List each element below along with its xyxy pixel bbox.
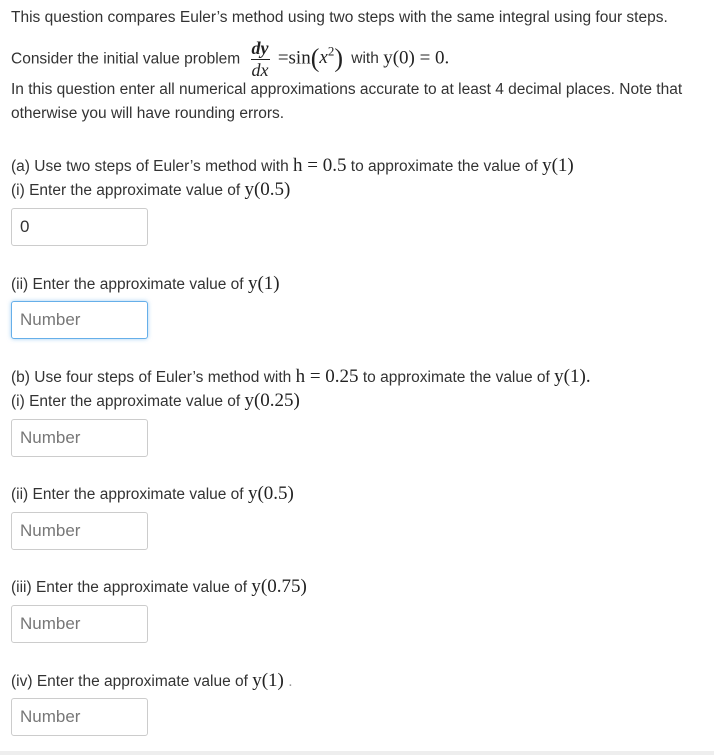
intro-ode-line xyxy=(11,30,449,81)
part-a-step-size: h = 0.5 xyxy=(293,155,347,176)
part-b-heading xyxy=(11,367,591,388)
ode-derivative-fraction xyxy=(251,39,270,80)
part-b-q4-math: y(1) xyxy=(252,670,284,691)
part-b-q1-text: (i) Enter the approximate value of xyxy=(11,393,241,410)
part-b-q3-text: (iii) Enter the approximate value of xyxy=(11,579,248,596)
part-b-q1-math: y(0.25) xyxy=(244,390,300,411)
ode-exponent: 2 xyxy=(327,44,335,59)
intro-with: with xyxy=(351,50,379,68)
part-b-q4-label xyxy=(11,671,293,692)
part-b-q4-tail: . xyxy=(288,673,293,690)
part-a-q1-text: (i) Enter the approximate value of xyxy=(11,182,241,199)
part-a-heading-tail: to approximate the value of xyxy=(350,158,538,175)
ode-close-paren: ) xyxy=(334,43,343,73)
ode-open-paren: ( xyxy=(310,43,320,73)
part-b-heading-text: (b) Use four steps of Euler’s method with xyxy=(11,369,292,386)
part-b-q3-input[interactable] xyxy=(11,605,148,643)
part-b-q2-input[interactable] xyxy=(11,512,148,550)
part-b-q2-math: y(0.5) xyxy=(247,483,294,504)
part-b-q1-label xyxy=(11,391,300,412)
ode-rhs: =sin xyxy=(277,47,311,69)
part-b-q2-text: (ii) Enter the approximate value of xyxy=(11,486,244,503)
ode-denominator: dx xyxy=(251,59,269,80)
part-a-q2-input[interactable] xyxy=(11,301,148,339)
part-b-q4-text: (iv) Enter the approximate value of xyxy=(11,673,248,690)
part-a-heading xyxy=(11,156,574,177)
ode-arg: $x^2$ xyxy=(319,44,335,69)
part-a-q2-label xyxy=(11,274,280,295)
part-a-q1-label xyxy=(11,180,290,201)
initial-condition: y(0) = 0. xyxy=(383,47,450,69)
part-a-q1-input[interactable] xyxy=(11,208,148,246)
part-b-q4-input[interactable] xyxy=(11,698,148,736)
intro-ode-prefix: Consider the initial value problem xyxy=(11,50,241,68)
part-b-step-size: h = 0.25 xyxy=(295,366,359,387)
part-b-heading-tail: to approximate the value of xyxy=(362,369,550,386)
ode-numerator: dy xyxy=(251,37,269,58)
part-a-q1-math: y(0.5) xyxy=(244,179,291,200)
intro-line-4: otherwise you will have rounding errors. xyxy=(11,105,285,122)
intro-line-1: This question compares Euler’s method using two steps with the same integral using four steps. xyxy=(11,9,668,26)
part-b-target: y(1). xyxy=(554,366,591,387)
part-b-q3-math: y(0.75) xyxy=(251,576,307,597)
part-a-q2-text: (ii) Enter the approximate value of xyxy=(11,276,244,293)
part-b-q3-label xyxy=(11,577,307,598)
part-a-heading-text: (a) Use two steps of Euler’s method with xyxy=(11,158,289,175)
part-b-q1-input[interactable] xyxy=(11,419,148,457)
part-a-q2-math: y(1) xyxy=(247,273,280,294)
intro-line-3: In this question enter all numerical approximations accurate to at least 4 decimal places. Note that xyxy=(11,81,683,98)
part-b-q2-label xyxy=(11,484,294,505)
bottom-divider xyxy=(0,751,714,755)
part-a-target: y(1) xyxy=(542,155,574,176)
